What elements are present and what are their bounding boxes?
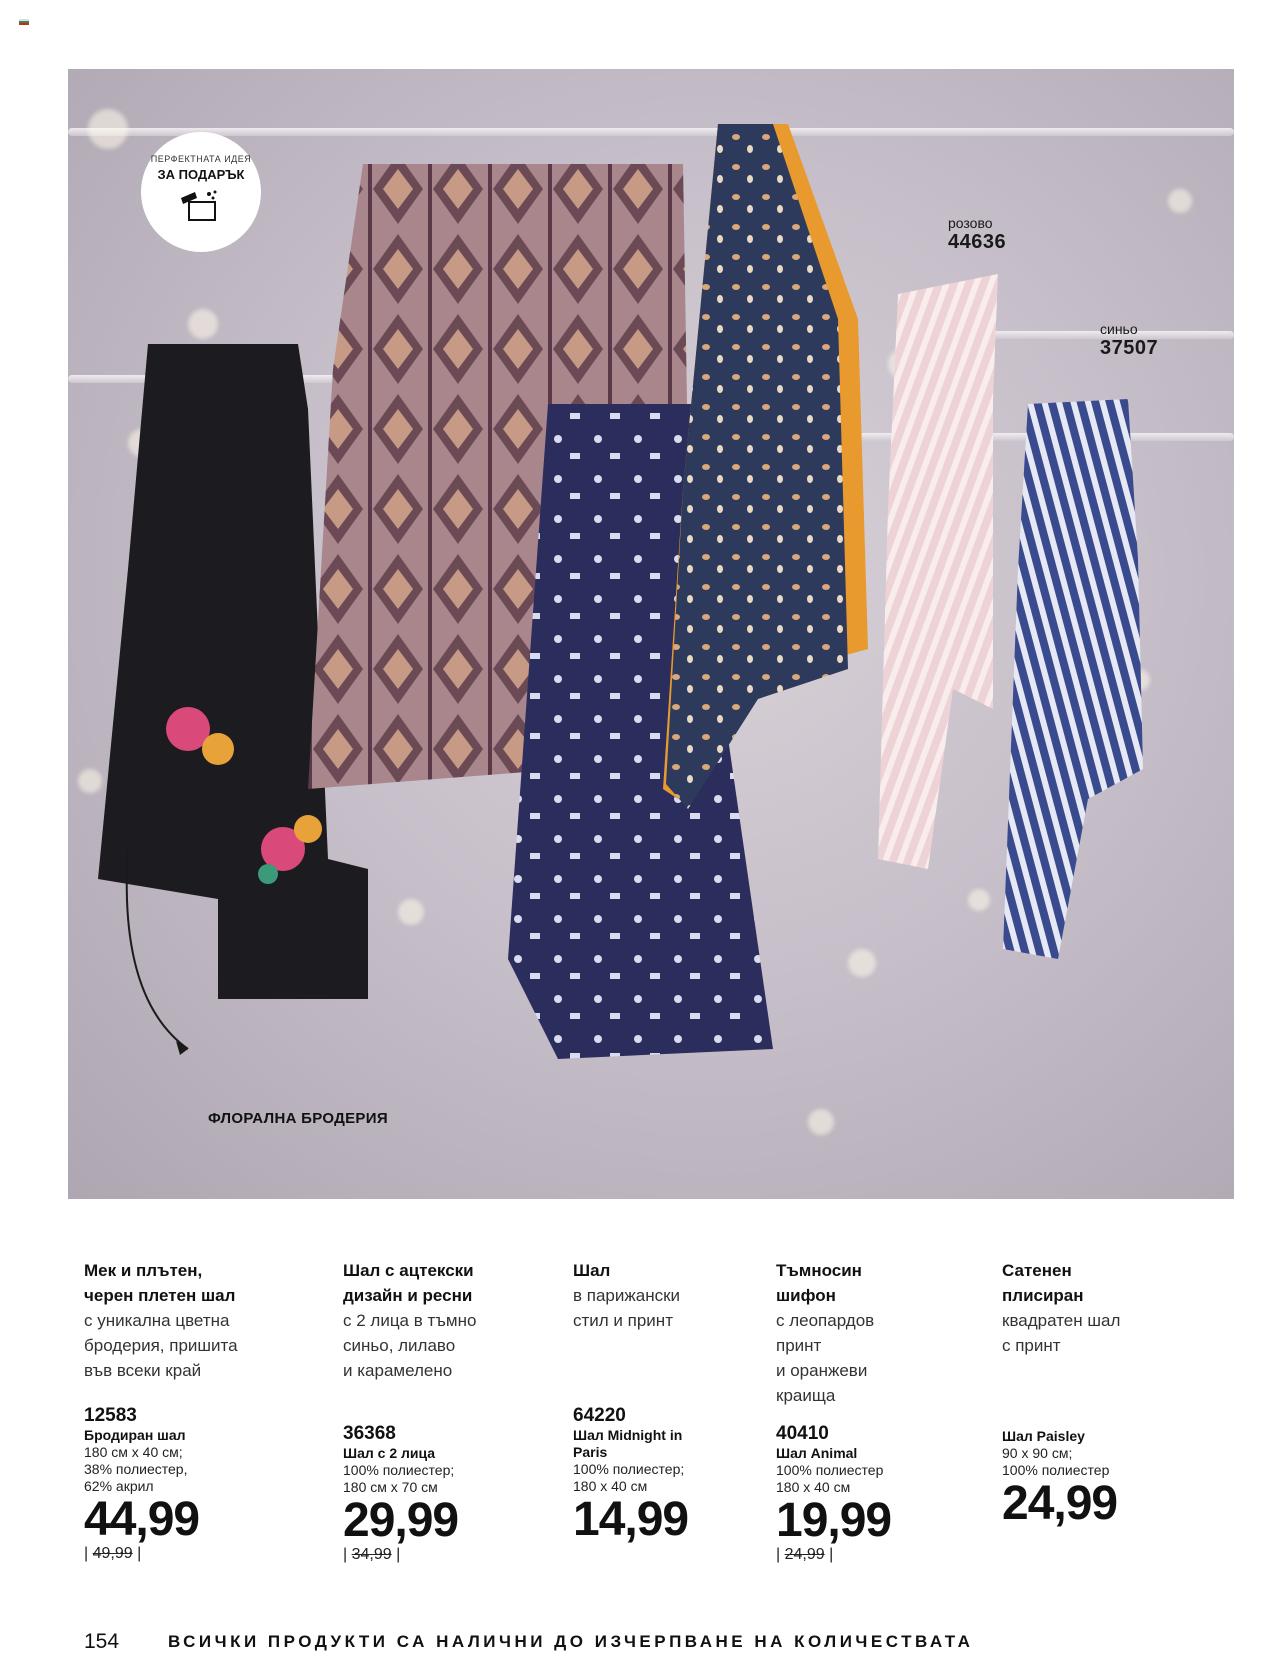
- product-price: 19,99: [776, 1494, 892, 1547]
- product-description-line: в парижански: [573, 1286, 681, 1305]
- product-spec-line: 100% полиестер: [776, 1462, 884, 1478]
- variant-blue: [1100, 321, 1158, 360]
- old-price-value: 49,99: [92, 1545, 133, 1562]
- old-price: | 49,99 |: [84, 1545, 142, 1562]
- scarves-illustration: [68, 69, 1234, 1199]
- product-name-line: Бродиран шал: [84, 1427, 186, 1443]
- product-title-line: плисиран: [1002, 1286, 1084, 1305]
- product-price: 44,99: [84, 1493, 200, 1546]
- product-card: [573, 1258, 793, 1546]
- floral-embroidery-callout: ФЛОРАЛНА БРОДЕРИЯ: [208, 1110, 388, 1127]
- variant-code: 44636: [948, 231, 1007, 253]
- page-footer: [84, 1630, 1184, 1654]
- product-code: 40410: [776, 1423, 829, 1444]
- variant-name: синьо: [1100, 321, 1138, 337]
- old-price-value: 24,99: [784, 1546, 825, 1563]
- product-details: [573, 1405, 688, 1545]
- gift-badge-main-text: ЗА ПОДАРЪК: [157, 167, 245, 182]
- product-title-line: Шал: [573, 1261, 611, 1280]
- product-description-line: във всеки край: [84, 1361, 202, 1380]
- product-spec-line: 100% полиестер;: [573, 1461, 685, 1477]
- gift-idea-badge: [141, 132, 261, 252]
- gift-box-icon: [175, 188, 227, 224]
- product-spec-line: 180 х 40 см: [573, 1478, 648, 1494]
- product-title-line: шифон: [776, 1286, 836, 1305]
- product-card: [84, 1258, 304, 1562]
- product-description-line: бродерия, пришита: [84, 1336, 238, 1355]
- product-details: [343, 1423, 458, 1564]
- variant-code: 37507: [1100, 337, 1159, 359]
- language-flag-icon: [19, 19, 29, 26]
- product-name-line: Шал с 2 лица: [343, 1445, 436, 1461]
- product-description-line: краища: [776, 1386, 836, 1405]
- variant-name: розово: [948, 215, 993, 231]
- product-title-line: дизайн и ресни: [343, 1286, 473, 1305]
- product-price: 14,99: [573, 1493, 689, 1546]
- product-spec-line: 90 х 90 см;: [1002, 1445, 1073, 1461]
- product-description-line: с леопардов: [776, 1311, 875, 1330]
- product-title-line: Тъмносин: [776, 1261, 862, 1280]
- product-details: [1002, 1405, 1117, 1529]
- product-details: [776, 1423, 891, 1564]
- variant-pink: [948, 215, 1006, 254]
- product-name-line: Шал Animal: [776, 1445, 858, 1461]
- product-title-line: Сатенен: [1002, 1261, 1072, 1280]
- product-description-line: стил и принт: [573, 1311, 673, 1330]
- page-number: 154: [84, 1630, 120, 1653]
- product-spec-line: 38% полиестер,: [84, 1461, 188, 1477]
- product-code: 12583: [84, 1405, 137, 1426]
- product-description-line: и карамелено: [343, 1361, 453, 1380]
- product-code: 36368: [343, 1423, 396, 1444]
- product-card: [1002, 1258, 1222, 1530]
- availability-note: ВСИЧКИ ПРОДУКТИ СА НАЛИЧНИ ДО ИЗЧЕРПВАНЕ НА КОЛИЧЕСТВАТА: [168, 1632, 974, 1651]
- product-spec-line: 180 см х 70 см: [343, 1479, 438, 1495]
- product-description-line: с уникална цветна: [84, 1311, 230, 1330]
- product-name-line: Шал Paisley: [1002, 1428, 1085, 1444]
- product-price: 29,99: [343, 1494, 459, 1547]
- product-details: [84, 1405, 199, 1563]
- product-price: 24,99: [1002, 1477, 1118, 1530]
- product-title-line: Мек и плътен,: [84, 1261, 203, 1280]
- product-description-line: принт: [776, 1336, 822, 1355]
- old-price: | 34,99 |: [343, 1546, 401, 1563]
- gift-badge-top-text: ПЕРФЕКТНАТА ИДЕЯ: [150, 154, 252, 164]
- product-spec-line: 62% акрил: [84, 1478, 154, 1494]
- product-photo: [68, 69, 1234, 1199]
- product-title-line: черен плетен шал: [84, 1286, 236, 1305]
- product-spec-line: 100% полиестер;: [343, 1462, 455, 1478]
- product-description-line: квадратен шал: [1002, 1311, 1121, 1330]
- product-code: 64220: [573, 1405, 626, 1426]
- product-description-line: с принт: [1002, 1336, 1061, 1355]
- product-spec-line: 100% полиестер: [1002, 1462, 1110, 1478]
- product-name-line: Шал Midnight in: [573, 1427, 683, 1443]
- product-title-line: Шал с ацтекски: [343, 1261, 474, 1280]
- product-description-line: синьо, лилаво: [343, 1336, 456, 1355]
- product-spec-line: 180 х 40 см: [776, 1479, 851, 1495]
- product-card: [343, 1258, 563, 1563]
- product-card: [776, 1258, 996, 1563]
- product-name-line: Paris: [573, 1444, 608, 1460]
- old-price-value: 34,99: [351, 1546, 392, 1563]
- old-price: | 24,99 |: [776, 1546, 834, 1563]
- product-spec-line: 180 см х 40 см;: [84, 1444, 183, 1460]
- product-description-line: с 2 лица в тъмно: [343, 1311, 477, 1330]
- product-description-line: и оранжеви: [776, 1361, 868, 1380]
